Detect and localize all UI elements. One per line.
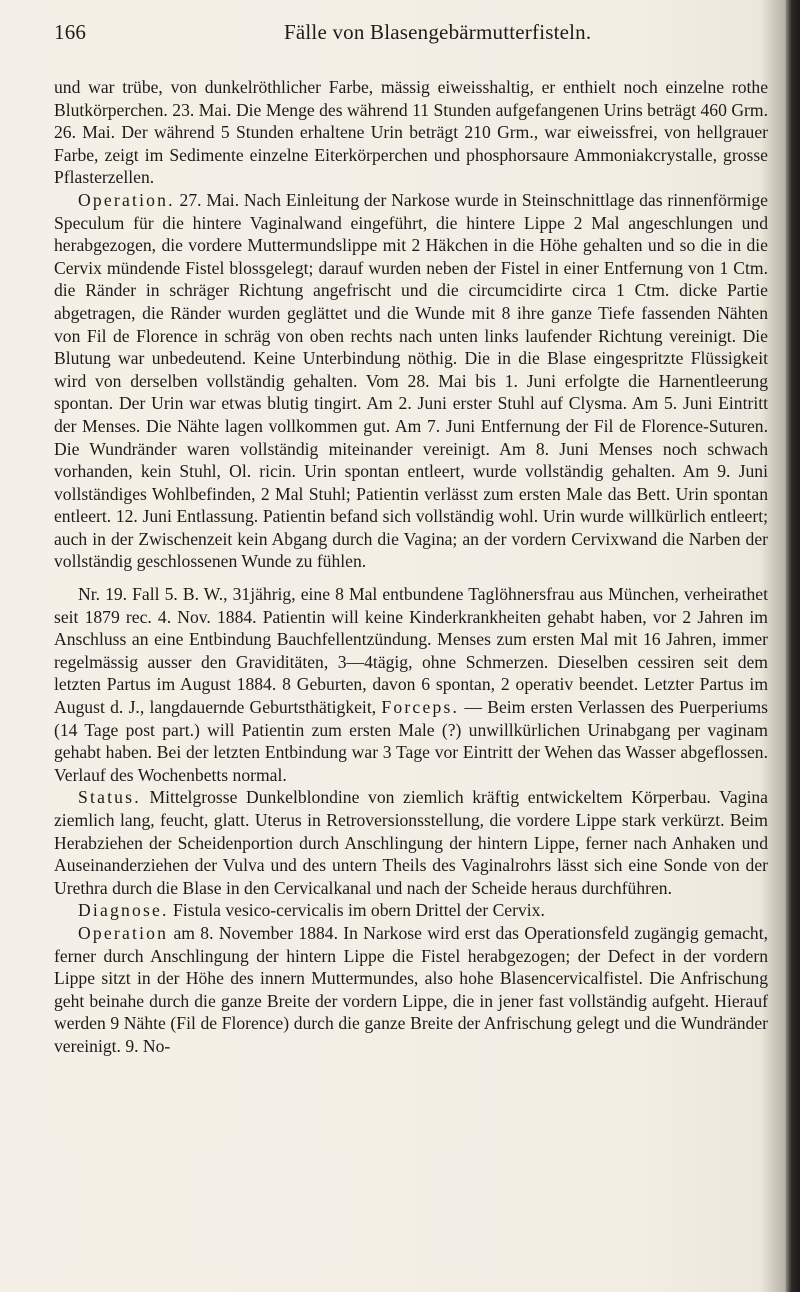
book-spine-edge — [786, 0, 800, 1292]
running-head: Fälle von Blasengebärmutterfisteln. — [284, 20, 592, 44]
paragraph-operation-1: Operation. 27. Mai. Nach Einleitung der Narkose wurde in Steinschnittlage das rinnenförmige Speculum für die hintere Vaginalwand eingeführt, die hintere Lippe 2 Mal angeschlungen und herabgezogen, die vordere Muttermundslippe mit 2 Häkchen in die Höhe gehalten und so die in die Cervix mündende Fistel blossgelegt; darauf wurden neben der Fistel in einer Entfernung von 1 Ctm. die Ränder in schräger Richtung angefrischt und die circumcidirte circa 1 Ctm. dicke Partie abgetragen, die Ränder wurden geglättet und die Wunde mit 8 ihre ganze Tiefe fassenden Nähten von Fil de Florence in schräg von oben rechts nach unten links laufender Richtung vereinigt. Die Blutung war unbedeutend. Keine Unterbindung nöthig. Die in die Blase eingespritzte Flüssigkeit wird von derselben vollständig gehalten. Vom 28. Mai bis 1. Juni erfolgte die Harnentleerung spontan. Der Urin war etwas blutig tingirt. Am 2. Juni erster Stuhl auf Clysma. Am 5. Juni Eintritt der Menses. Die Nähte lagen vollkommen gut. Am 7. Juni Entfernung der Fil de Florence-Suturen. Die Wundränder waren vollständig miteinander vereinigt. Am 8. Juni Menses noch schwach vorhanden, kein Stuhl, Ol. ricin. Urin spontan entleert, wurde vollständig gehalten. Am 9. Juni vollständiges Wohlbefinden, 2 Mal Stuhl; Patientin verlässt zum ersten Male das Bett. Urin spontan entleert. 12. Juni Entlassung. Patientin befand sich vollständig wohl. Urin wurde willkürlich entleert; auch in der Zwischenzeit kein Abgang durch die Vagina; an der vordern Cervixwand die Narben der vollständig geschlossenen Wunde zu fühlen. — [54, 189, 768, 572]
paragraph-lead: Operation — [78, 922, 169, 943]
inline-spaced-term: Forceps. — [381, 697, 460, 718]
paragraph-lead: Diagnose. — [78, 900, 169, 921]
paragraph-case-19: Nr. 19. Fall 5. B. W., 31jährig, eine 8 Mal entbundene Taglöhnersfrau aus München, verheirathet seit 1879 rec. 4. Nov. 1884. Patientin will keine Kinderkrankheiten gehabt haben, vor 2 Jahren im Anschluss an eine Entbindung Bauchfellentzündung. Menses zum ersten Mal mit 16 Jahren, immer regelmässig ausser den Graviditäten, 3—4tägig, ohne Schmerzen. Dieselben cessiren seit dem letzten Partus im August 1884. 8 Geburten, davon 6 spontan, 2 operativ beendet. Letzter Partus im August d. J., langdauernde Geburtsthätigkeit, Forceps. — Beim ersten Verlassen des Puerperiums (14 Tage post part.) will Patientin zum ersten Male (?) unwillkürlichen Urinabgang per vaginam gehabt haben. Bei der letzten Entbindung war 3 Tage vor Eintritt der Wehen das Wasser abgeflossen. Verlauf des Wochenbetts normal. — [54, 584, 768, 785]
paragraph-urine-findings: und war trübe, von dunkelröthlicher Farbe, mässig eiweisshaltig, er enthielt noch einzelne rothe Blutkörperchen. 23. Mai. Die Menge des während 11 Stunden aufgefangenen Urins beträgt 460 Grm. 26. Mai. Der während 5 Stunden erhaltene Urin beträgt 210 Grm., war eiweissfrei, von hellgrauer Farbe, zeigt im Sedimente einzelne Eiterkörperchen und phosphorsaure Ammoniakcrystalle, grosse Pflasterzellen. — [54, 77, 768, 188]
paragraph-operation-2: Operation am 8. November 1884. In Narkose wird erst das Operationsfeld zugängig gemacht, ferner durch Anschlingung der hintern Lippe die Fistel herabgezogen; der Defect in der vordern Lippe sitzt in der Höhe des innern Muttermundes, also hohe Blasencervicalfistel. Die Anfrischung geht beinahe durch die ganze Breite der vordern Lippe, die in jener fast vollständig aufgeht. Hierauf werden 9 Nähte (Fil de Florence) durch die ganze Breite der Anfrischung gelegt und die Wundränder vereinigt. 9. No- — [54, 922, 768, 1056]
page-header — [54, 12, 754, 52]
body-text — [54, 76, 768, 1058]
paragraph-gap — [54, 573, 768, 583]
paragraph-diagnosis: Diagnose. Fistula vesico-cervicalis im obern Drittel der Cervix. — [78, 900, 545, 921]
paragraph-lead: Status. — [78, 787, 141, 808]
page-number: 166 — [54, 20, 87, 44]
paragraph-lead: Operation. — [78, 189, 175, 210]
paragraph-status: Status. Mittelgrosse Dunkelblondine von ziemlich kräftig entwickeltem Körperbau. Vagina ziemlich lang, feucht, glatt. Uterus in Retroversionsstellung, die vordere Lippe stark verkürzt. Beim Herabziehen der Scheidenportion durch Anschlingung der hintern Lippe, ferner nach Anhaken und Auseinanderziehen der Vulva und des untern Theils des Vaginalrohrs lässt sich eine Sonde von der Urethra durch die Blase in den Cervicalkanal und nach der Scheide heraus durchführen. — [54, 787, 768, 898]
